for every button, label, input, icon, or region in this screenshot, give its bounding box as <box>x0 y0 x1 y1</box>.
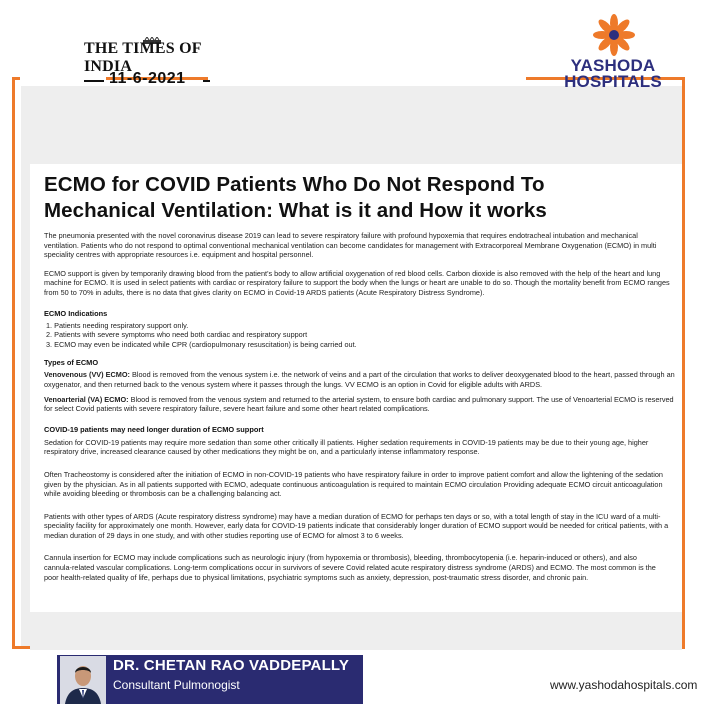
type-vv-text: Blood is removed from the venous system i.e. the network of veins and a part of the circulation that works to deliver deoxygenated blood to the heart, passed through an oxygenator, and then returned back to the venous system where it passes through the lungs. VV ECMO is an option in Covid for eligible adults with ARDS. <box>44 370 675 389</box>
doctor-name: DR. CHETAN RAO VADDEPALLY <box>113 657 350 674</box>
doctor-portrait-icon <box>60 656 106 704</box>
type-va-paragraph <box>44 395 680 414</box>
indication-item: 2. Patients with severe symptoms who need both cardiac and respiratory support <box>46 330 308 340</box>
section-heading-indications: ECMO Indications <box>44 308 108 318</box>
website-link[interactable]: www.yashodahospitals.com <box>550 678 698 692</box>
article-card-bottom <box>30 612 682 650</box>
section-heading-duration: COVID-19 patients may need longer duration of ECMO support <box>44 424 264 434</box>
type-va-text: Blood is removed from the venous system and returned to the arterial system, to ensure both cardiac and pulmonary support. The use of Venoarterial ECMO is reserved for select Covid patients with severe respiratory failure, severe heart failure and some other heart related complications. <box>44 394 674 414</box>
type-vv-label: Venovenous (VV) ECMO: <box>44 370 130 380</box>
date-rule <box>84 80 104 82</box>
type-vv-paragraph <box>44 370 680 389</box>
article <box>44 172 684 582</box>
hospital-logo-text <box>551 58 675 90</box>
newspaper-logo: THE TIMES OF INDIA <box>84 40 202 75</box>
section-heading-types: Types of ECMO <box>44 358 99 368</box>
type-va-label: Venoarterial (VA) ECMO: <box>44 394 129 404</box>
article-paragraph: Cannula insertion for ECMO may include complications such as neurologic injury (from hypoxemia or thrombosis), bleeding, thrombocytopenia (i.e. heparin-induced or others), and also cannula-related vascular complications. Long-term complications occur in survivors of severe Covid related acute respiratory distress syndrome (ARDS) and ECMO. The most common is the poor health-related quality of life, perhaps due to physical limitations, psychiatric symptoms such as anxiety, depression, post-traumatic stress disorder, and chronic pain. <box>44 553 656 582</box>
hospital-name-line2: HOSPITALS <box>564 72 662 91</box>
doctor-title: Consultant Pulmonogist <box>113 678 240 692</box>
frame-gap <box>208 70 526 84</box>
indication-item: 1. Patients needing respiratory support only. <box>46 320 189 330</box>
article-paragraph: Often Tracheostomy is considered after the initiation of ECMO in non-COVID-19 patients who have respiratory failure in order to improve patient comfort and allow the lightening of the sedation given by the physician. As in all patients supported with ECMO, adequate continuous anticoagulation is required to maintain ECMO circulation Providing adequate ECMO circuit anticoagulation while avoiding bleeding or thrombosis can be a challenging balancing act. <box>44 469 663 499</box>
publication-date: 11-6-2021 <box>109 70 186 87</box>
yashoda-flower-icon <box>591 12 637 58</box>
article-paragraph: Sedation for COVID-19 patients may require more sedation than some other critically ill patients. Higher sedation requirements in COVID-19 patients may be due to their young age, higher respiratory drive, increased clearance caused by other medications they might be on, and a particularly intense inflammatory response. <box>44 437 649 457</box>
article-paragraph: The pneumonia presented with the novel coronavirus disease 2019 can lead to severe respiratory failure with profound hypoxemia that requires endotracheal intubation and mechanical ventilation. Patients who do not respond to optimal conventional mechanical ventilation can become candidates for management with Extracorporeal Membrane Oxygenation (ECMO) in multi speciality centres with appropriate resources i.e. equipment and hospital personnel. <box>44 231 657 260</box>
indication-item: 3. ECMO may even be indicated while CPR (cardiopulmonary resuscitation) is being carried out. <box>46 339 357 349</box>
orange-frame-bottom-left <box>12 646 30 649</box>
article-paragraph: Patients with other types of ARDS (Acute respiratory distress syndrome) may have a median duration of ECMO for perhaps ten days or so, with a total length of stay in the ICU ward of a multi-speciality facility for approximately one month. However, early data for COVID-19 patients indicate that considerably longer duration of ECMO support would be needed for critical patients, with a median duration of 29 days in one study, and with other studies reporting use of ECMO for almost 3 to 6 weeks. <box>44 511 669 540</box>
doctor-photo <box>60 656 106 704</box>
article-paragraph: ECMO support is given by temporarily drawing blood from the patient's body to allow artificial oxygenation of red blood cells. Carbon dioxide is also removed with the help of the heart and lung machine for ECMO. It is used in select patients with cardiac or respiratory failure to support the body when the lungs or heart are unable to do so. Though the mortality benefit from ECMO ranges from 50 to 70% in adults, there is no data that gives clarity on ECMO in Covid-19 ARDS patients (Acute Respiratory Distress Syndrome). <box>44 268 670 297</box>
hospital-name-line1: YASHODA <box>570 56 656 75</box>
date-rule <box>203 80 210 82</box>
article-title: ECMO for COVID Patients Who Do Not Respond To Mechanical Ventilation: What is it and How it works <box>44 173 547 222</box>
